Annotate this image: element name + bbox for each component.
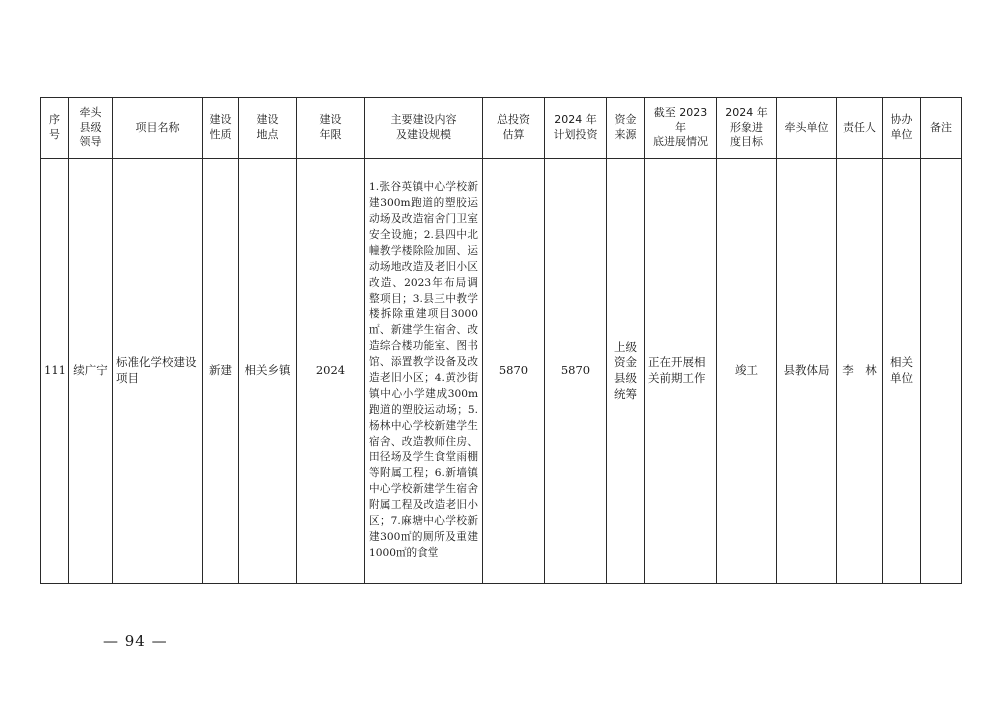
table-row <box>41 159 962 584</box>
header-total-investment: 总投资 估算 <box>483 98 545 159</box>
header-progress-2023: 截至 2023 年 底进展情况 <box>645 98 717 159</box>
cell-total-investment: 5870 <box>483 159 545 584</box>
project-table <box>40 97 962 584</box>
header-target-2024: 2024 年 形象进 度目标 <box>717 98 777 159</box>
header-remark: 备注 <box>921 98 962 159</box>
header-period: 建设 年限 <box>297 98 365 159</box>
cell-lead-unit: 县教体局 <box>777 159 837 584</box>
header-index: 序 号 <box>41 98 69 159</box>
cell-leader: 续广宁 <box>69 159 113 584</box>
cell-progress-2023: 正在开展相关前期工作 <box>645 159 717 584</box>
cell-location: 相关乡镇 <box>239 159 297 584</box>
header-fund-source: 资金 来源 <box>607 98 645 159</box>
table-header-row <box>41 98 962 159</box>
cell-target-2024: 竣工 <box>717 159 777 584</box>
cell-plan-2024: 5870 <box>545 159 607 584</box>
header-leader: 牵头 县级 领导 <box>69 98 113 159</box>
cell-fund-source: 上级 资金 县级 统筹 <box>607 159 645 584</box>
header-co-unit: 协办 单位 <box>883 98 921 159</box>
page-number: — 94 — <box>103 632 168 650</box>
cell-project-name: 标准化学校建设项目 <box>113 159 203 584</box>
cell-nature: 新建 <box>203 159 239 584</box>
cell-responsible: 李 林 <box>837 159 883 584</box>
cell-remark <box>921 159 962 584</box>
header-nature: 建设 性质 <box>203 98 239 159</box>
header-location: 建设 地点 <box>239 98 297 159</box>
header-responsible: 责任人 <box>837 98 883 159</box>
cell-period: 2024 <box>297 159 365 584</box>
header-content: 主要建设内容 及建设规模 <box>365 98 483 159</box>
header-plan-2024: 2024 年 计划投资 <box>545 98 607 159</box>
cell-content: 1.张谷英镇中心学校新建300m跑道的塑胶运动场及改造宿舍门卫室安全设施；2.县四中北幢教学楼除险加固、运动场地改造及老旧小区改造、2023年布局调整项目；3.县三中教学楼拆除重建项目3000㎡、新建学生宿舍、改造综合楼功能室、图书馆、添置教学设备及改造老旧小区；4.黄沙街镇中心小学建成300m跑道的塑胶运动场；5.杨林中心学校新建学生宿舍、改造教师住房、田径场及学生食堂雨棚等附属工程；6.新墙镇中心学校新建学生宿舍附属工程及改造老旧小区；7.麻塘中心学校新建300㎡的厕所及重建1000㎡的食堂 <box>365 159 483 584</box>
cell-index: 111 <box>41 159 69 584</box>
cell-co-unit: 相关 单位 <box>883 159 921 584</box>
header-project-name: 项目名称 <box>113 98 203 159</box>
header-lead-unit: 牵头单位 <box>777 98 837 159</box>
